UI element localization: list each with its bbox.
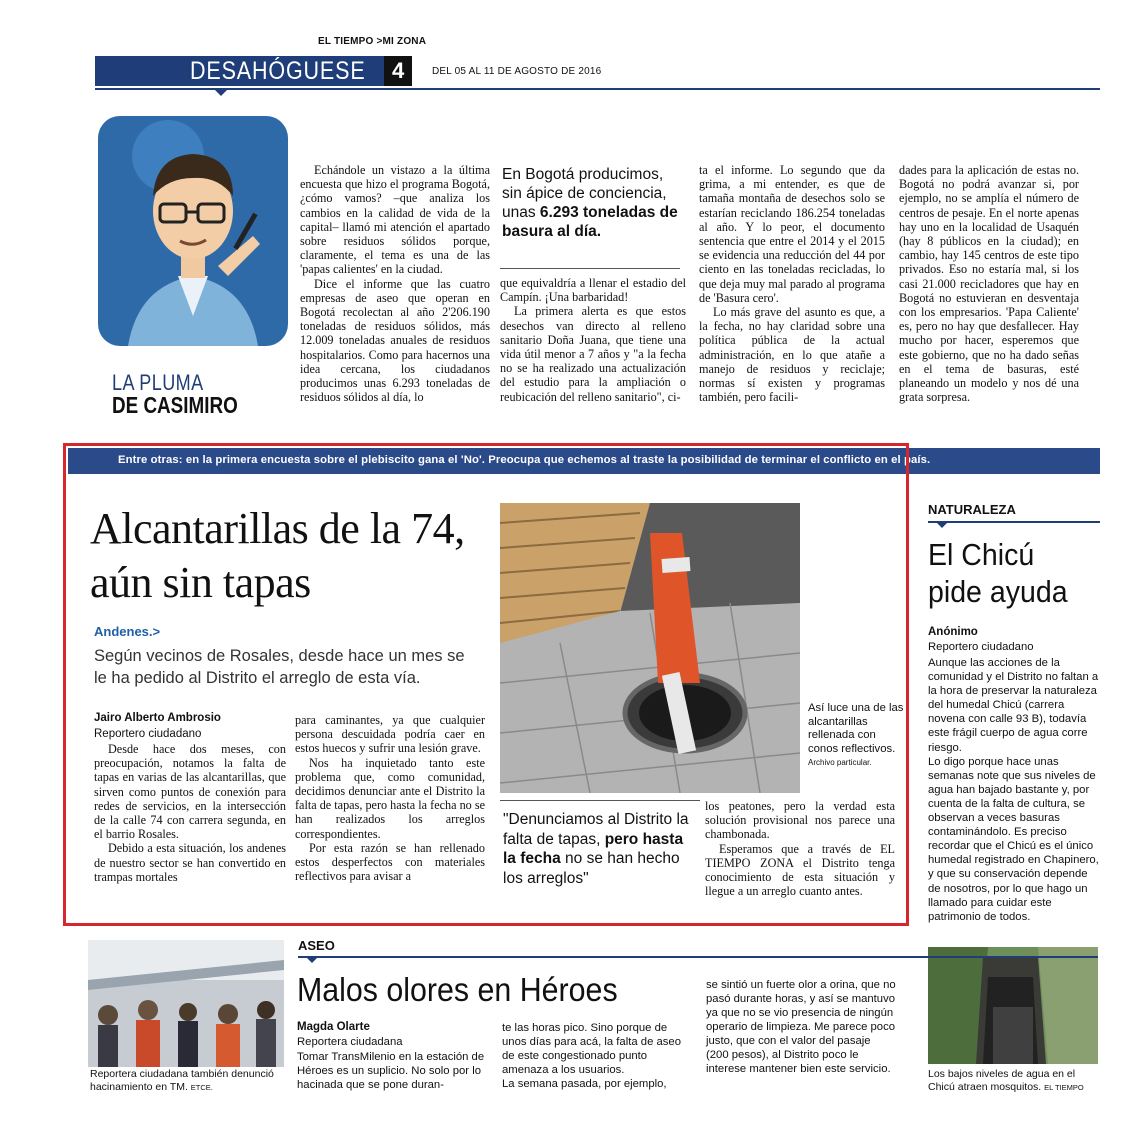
bottom-author: Magda Olarte — [297, 1021, 370, 1033]
highlight-frame — [63, 443, 909, 926]
bottom-text-3: se sintió un fuerte olor a orina, que no pasó durante horas, y así se mantuvo ya que no se vio presencia de ningún operario de limpieza. Me parece poco justo, que con el valor del pasaje (200 pesos), al Distrito poco le interese mantener bien este servicio. — [706, 979, 896, 1075]
page-number: 4 — [392, 58, 405, 83]
side-role: Reportero ciudadano — [928, 641, 1034, 653]
paragraph: Nos ha inquietado tanto este problema que, como comunidad, decidimos denunciar ante el Distrito la falta de tapas, pero hasta la fecha no se han realizados los arreglos correspondientes. — [295, 755, 485, 841]
transmilenio-photo — [88, 940, 284, 1067]
bottom-section-pointer — [306, 957, 318, 963]
quote-highlight: pero hasta la fecha — [503, 830, 684, 867]
column-pullquote — [502, 165, 682, 241]
caption-text: Los bajos niveles de agua en el Chicú atraen mosquitos. — [928, 1068, 1076, 1093]
column-text-3 — [699, 163, 885, 404]
paragraph: Por esta razón se han rellenado estos desperfectos con materiales reflectivos para avisar a — [295, 840, 485, 884]
bottom-role: Reportera ciudadana — [297, 1036, 403, 1048]
paragraph: Echándole un vistazo a la última encuesta que hizo el programa Bogotá, ¿cómo vamos? –que analiza los cambios en la calidad de vida de la capital– llamó mi atención el apartado sobre residuos sólidos porque, claramente, el tema es una de las 'papas calientes' en la ciudad. — [300, 163, 490, 277]
paragraph: La semana pasada, por ejemplo, — [502, 1078, 667, 1090]
caption-credit: ETCE. — [190, 1083, 213, 1092]
paragraph: Debido a esta situación, los andenes de nuestro sector se han convertido en trampas mortales — [94, 841, 286, 884]
side-headline: El Chicú pide ayuda — [928, 537, 1068, 609]
columnist-avatar — [98, 116, 288, 346]
bottom-headline: Malos olores en Héroes — [297, 971, 618, 1008]
pullquote-highlight: 6.293 toneladas de basura al día. — [502, 204, 678, 240]
column-logo-line1: LA PLUMA — [112, 370, 204, 395]
pullquote-text: En Bogotá producimos, sin ápice de conciencia, unas — [502, 166, 667, 221]
side-author: Anónimo — [928, 626, 978, 638]
side-body — [928, 656, 1100, 924]
quote-text-end: no se han hecho los arreglos" — [503, 850, 680, 887]
caption-text: Así luce una de las alcantarillas rellenada con conos reflectivos. — [808, 702, 904, 755]
side-section-pointer — [936, 522, 948, 528]
paragraph: Dice el informe que las cuatro empresas de aseo que operan en Bogotá recolectan al año 2'206.190 toneladas de residuos sólidos, más 12.009 toneladas anuales de residuos hospitalarios. Como para hacernos una idea cercana, los ciudadanos producimos unas 6.293 toneladas de residuos sólidos al día, lo — [300, 276, 490, 405]
column-text-4 — [899, 163, 1079, 404]
caption-credit: Archivo particular. — [808, 758, 872, 768]
section-title: DESAHÓGUESE — [190, 57, 366, 85]
paragraph: Desde hace dos meses, con preocupación, notamos la falta de tapas en varias de las alcantarillas, que sirven como puntos de conexión para redes de servicios, en la intersección de la calle 74 con carrera segunda, en el barrio Rosales. — [94, 742, 286, 842]
paragraph: Aunque las acciones de la comunidad y el Distrito no faltan a la hora de preservar la naturaleza del humedal Chicú (carrera novena con calle 93 B), todavía este frágil cuerpo de agua corre riesgo. — [928, 657, 1099, 754]
column-logo-line2: DE CASIMIRO — [112, 392, 238, 418]
main-deck: Según vecinos de Rosales, desde hace un mes se le ha pedido al Distrito el arreglo de esta vía. — [94, 647, 465, 687]
bottom-photo-caption — [90, 1068, 286, 1094]
quote-text: "Denunciamos al Distrito la falta de tapas, — [503, 811, 689, 848]
bottom-section-label: ASEO — [298, 938, 335, 953]
paragraph: La primera alerta es que estos desechos van directo al relleno sanitario Doña Juana, que tiene una vida útil menor a 7 años y "a la fecha no se ha realizado una actualización del estudio para la ampliación o reubicación del relleno sanitario", ci- — [500, 304, 686, 404]
paragraph: los peatones, pero la verdad esta solución provisional nos parece una chambonada. — [705, 799, 895, 842]
masthead-pointer — [214, 89, 228, 96]
paragraph: ta el informe. Lo segundo que da grima, a mi entender, es que de tamaña montaña de desechos solo se estarían reciclando 186.254 toneladas al año. Y lo peor, el documento sentencia que entre el 2014 y el 2015 se evidencia una reducción del 44 por ciento en las toneladas recicladas, lo que deja muy mal parado al programa de 'Basura cero'. — [699, 163, 885, 305]
paragraph: te las horas pico. Sino porque de unos días para acá, la falta de aseo de este congestionado punto amenaza a los usuarios. — [502, 1022, 681, 1076]
side-section-rule — [928, 521, 1100, 523]
side-section-label: NATURALEZA — [928, 502, 1016, 517]
paragraph: que equivaldría a llenar el estadio del Campín. ¡Una barbaridad! — [500, 276, 686, 305]
bottom-text-2 — [502, 1021, 692, 1091]
issue-date: DEL 05 AL 11 DE AGOSTO DE 2016 — [432, 66, 602, 77]
column-text-1 — [300, 163, 490, 404]
paragraph: para caminantes, ya que cualquier persona descuidada podría caer en estos huecos y sufrir una lesión grave. — [295, 713, 485, 756]
main-author: Jairo Alberto Ambrosio — [94, 712, 221, 724]
paragraph: dades para la aplicación de estas no. Bogotá no podrá avanzar si, por ejemplo, no se amplía el número de centros de pesaje. En el norte apenas hay uno en la localidad de Usaquén (hay 8 públicos en la ciudad); en cambio, hay 145 centros de este tipo privados. Eso no estaría mal, si los casi 21.000 recicladores que hay en Bogotá no estuvieran en desventaja con los empresarios. 'Papa Caliente' es, pero no hay que desfallecer. Hay mucho por hacer, esperemos que este gobierno, que no ha dado señas en el tema de basuras, esté planeando un modelo y nos dé una grata sorpresa. — [899, 163, 1079, 405]
main-kicker: Andenes.> — [94, 624, 161, 639]
caption-credit: EL TIEMPO — [1044, 1083, 1084, 1092]
column-text-2 — [500, 276, 686, 404]
paragraph: Lo digo porque hace unas semanas note que sus niveles de agua han bajado bastante y, por cuenta de la falta de cultura, se observan a veces basuras contaminándolo. Es preciso recordar que el Chicú es el único humedal registrado en Chapinero, y que su conservación depende de nosotros, por lo que hago un llamado para cuidar este patrimonio de todos. — [928, 755, 1099, 923]
paragraph: Esperamos que a través de EL TIEMPO ZONA el Distrito tenga conocimiento de esta situación y llegue a un arreglo cuanto antes. — [705, 841, 895, 899]
caption-text: Reportera ciudadana también denunció hacinamiento en TM. — [90, 1068, 274, 1093]
bottom-section-rule — [298, 956, 1098, 958]
main-role: Reportero ciudadano — [94, 728, 202, 740]
masthead-brand: EL TIEMPO >MI ZONA — [318, 36, 427, 47]
side-photo-caption — [928, 1068, 1100, 1094]
paragraph: Lo más grave del asunto es que, a la fecha, no hay claridad sobre una política pública de la actual administración, en lo que atañe a manejo de residuos y reciclaje; normas sí existen y programas también, pero facili- — [699, 305, 885, 405]
masthead-underline — [95, 88, 1100, 90]
banner-text: Entre otras: en la primera encuesta sobre el plebiscito gana el 'No'. Preocupa que echemos al traste la posibilidad de terminar el conflicto en el país. — [118, 454, 931, 466]
main-headline: Alcantarillas de la 74, aún sin tapas — [90, 504, 465, 607]
bottom-text-1: Tomar TransMilenio en la estación de Héroes es un suplicio. No solo por lo hacinada que se pone duran- — [297, 1051, 485, 1091]
pullquote-rule — [500, 268, 680, 269]
humedal-photo — [928, 947, 1098, 1064]
